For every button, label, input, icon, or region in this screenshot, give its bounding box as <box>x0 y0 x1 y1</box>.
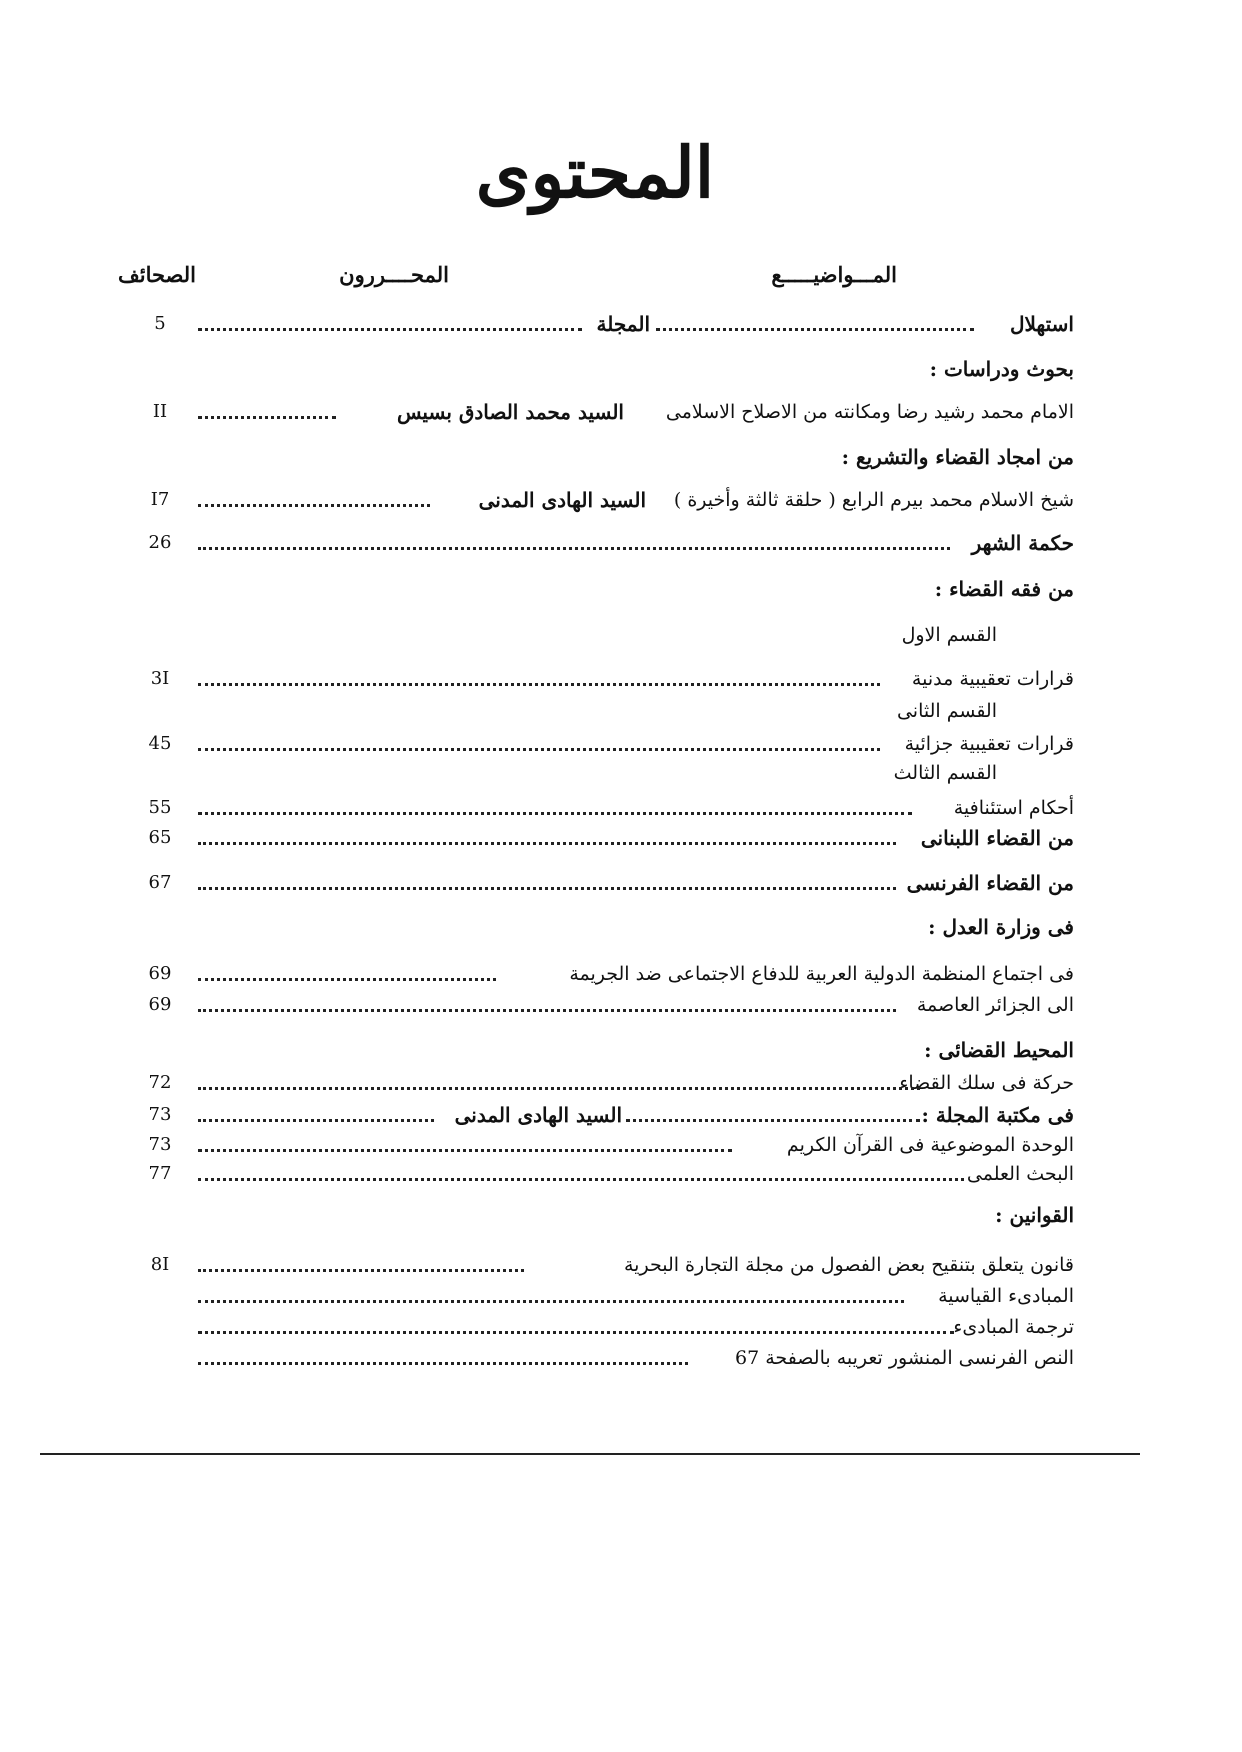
bottom-rule <box>40 1453 1140 1455</box>
leader-dots <box>198 812 912 815</box>
toc-row <box>0 395 1242 429</box>
header-editors: المحــــررون <box>339 262 449 287</box>
toc-row <box>0 1098 1242 1132</box>
leader-dots <box>656 328 974 331</box>
toc-page: 72 <box>148 1072 172 1093</box>
toc-author: السيد الهادى المدنى <box>454 1103 622 1127</box>
toc-section: القوانين : <box>995 1203 1074 1227</box>
toc-row <box>0 1310 1242 1344</box>
toc-row <box>0 1279 1242 1313</box>
toc-row <box>0 821 1242 855</box>
toc-row <box>0 483 1242 517</box>
toc-page: 77 <box>148 1163 172 1184</box>
toc-author: المجلة <box>596 312 650 336</box>
toc-topic: قرارات تعقيبية جزائية <box>904 733 1074 755</box>
toc-page: 8I <box>150 1254 170 1275</box>
toc-topic: حكمة الشهر <box>971 531 1074 555</box>
toc-page: 3I <box>150 668 170 689</box>
toc-row <box>0 1066 1242 1100</box>
toc-topic: ترجمة المبادىء <box>953 1316 1074 1338</box>
toc-section: المحيط القضائى : <box>924 1038 1074 1062</box>
toc-row <box>0 307 1242 341</box>
toc-topic: البحث العلمى <box>966 1163 1074 1185</box>
toc-page: 45 <box>148 733 172 754</box>
toc-section: من امجاد القضاء والتشريع : <box>841 445 1074 469</box>
header-topics: المـــواضيـــــع <box>771 262 897 287</box>
toc-topic: فى مكتبة المجلة : <box>921 1103 1074 1127</box>
toc-section: فى وزارة العدل : <box>928 915 1074 939</box>
leader-dots <box>198 1300 904 1303</box>
toc-author: السيد محمد الصادق بسيس <box>396 400 624 424</box>
toc-subsection: القسم الاول <box>901 624 997 646</box>
toc-row <box>0 791 1242 825</box>
toc-author: السيد الهادى المدنى <box>478 488 646 512</box>
toc-page: 65 <box>148 827 172 848</box>
toc-row <box>0 1157 1242 1191</box>
toc-page: I7 <box>150 489 170 510</box>
toc-topic: قرارات تعقيبية مدنية <box>911 668 1074 690</box>
leader-dots <box>198 978 496 981</box>
toc-topic: من القضاء اللبنانى <box>920 826 1074 850</box>
toc-page: 5 <box>154 313 166 334</box>
toc-topic: الى الجزائر العاصمة <box>916 994 1074 1016</box>
header-pages: الصحائف <box>118 262 196 287</box>
toc-page: 67 <box>148 872 172 893</box>
toc-topic: قانون يتعلق بتنقيح بعض الفصول من مجلة التجارة البحرية <box>623 1254 1074 1276</box>
leader-dots <box>198 1087 920 1090</box>
toc-topic: الامام محمد رشيد رضا ومكانته من الاصلاح الاسلامى <box>665 401 1074 423</box>
toc-page: 69 <box>148 994 172 1015</box>
leader-dots <box>198 748 880 751</box>
leader-dots <box>626 1119 920 1122</box>
toc-subsection: القسم الثالث <box>893 762 997 784</box>
toc-topic: فى اجتماع المنظمة الدولية العربية للدفاع الاجتماعى ضد الجريمة <box>569 963 1074 985</box>
leader-dots <box>198 1009 896 1012</box>
leader-dots <box>198 1269 524 1272</box>
toc-row <box>0 662 1242 696</box>
toc-section: من فقه القضاء : <box>934 577 1074 601</box>
toc-topic: من القضاء الفرنسى <box>906 871 1074 895</box>
leader-dots <box>198 547 950 550</box>
page-title: المحتوى <box>475 131 715 214</box>
toc-page: 69 <box>148 963 172 984</box>
leader-dots <box>198 328 582 331</box>
leader-dots <box>198 842 896 845</box>
toc-row <box>0 526 1242 560</box>
toc-topic: استهلال <box>1009 312 1074 336</box>
toc-topic: أحكام استئنافية <box>953 797 1074 819</box>
toc-page: 55 <box>148 797 172 818</box>
toc-row <box>0 1248 1242 1282</box>
toc-page: II <box>152 401 168 422</box>
leader-dots <box>198 1362 688 1365</box>
leader-dots <box>198 1119 434 1122</box>
toc-page: 73 <box>148 1104 172 1125</box>
toc-section: بحوث ودراسات : <box>929 357 1074 381</box>
leader-dots <box>198 504 430 507</box>
toc-subsection: القسم الثانى <box>896 700 997 722</box>
toc-topic: الوحدة الموضوعية فى القرآن الكريم <box>786 1134 1074 1156</box>
leader-dots <box>198 416 336 419</box>
toc-row <box>0 727 1242 761</box>
toc-page: 26 <box>148 532 172 553</box>
leader-dots <box>198 683 880 686</box>
leader-dots <box>198 1331 954 1334</box>
leader-dots <box>198 1178 964 1181</box>
toc-row <box>0 988 1242 1022</box>
toc-row <box>0 957 1242 991</box>
toc-topic: شيخ الاسلام محمد بيرم الرابع ( حلقة ثالثة وأخيرة ) <box>673 489 1074 511</box>
toc-topic: حركة فى سلك القضاء <box>899 1072 1074 1094</box>
toc-topic: المبادىء القياسية <box>938 1285 1074 1307</box>
toc-topic: النص الفرنسى المنشور تعريبه بالصفحة 67 <box>735 1347 1074 1369</box>
toc-page: 73 <box>148 1134 172 1155</box>
leader-dots <box>198 1149 732 1152</box>
toc-row <box>0 866 1242 900</box>
toc-row <box>0 1341 1242 1375</box>
leader-dots <box>198 887 896 890</box>
